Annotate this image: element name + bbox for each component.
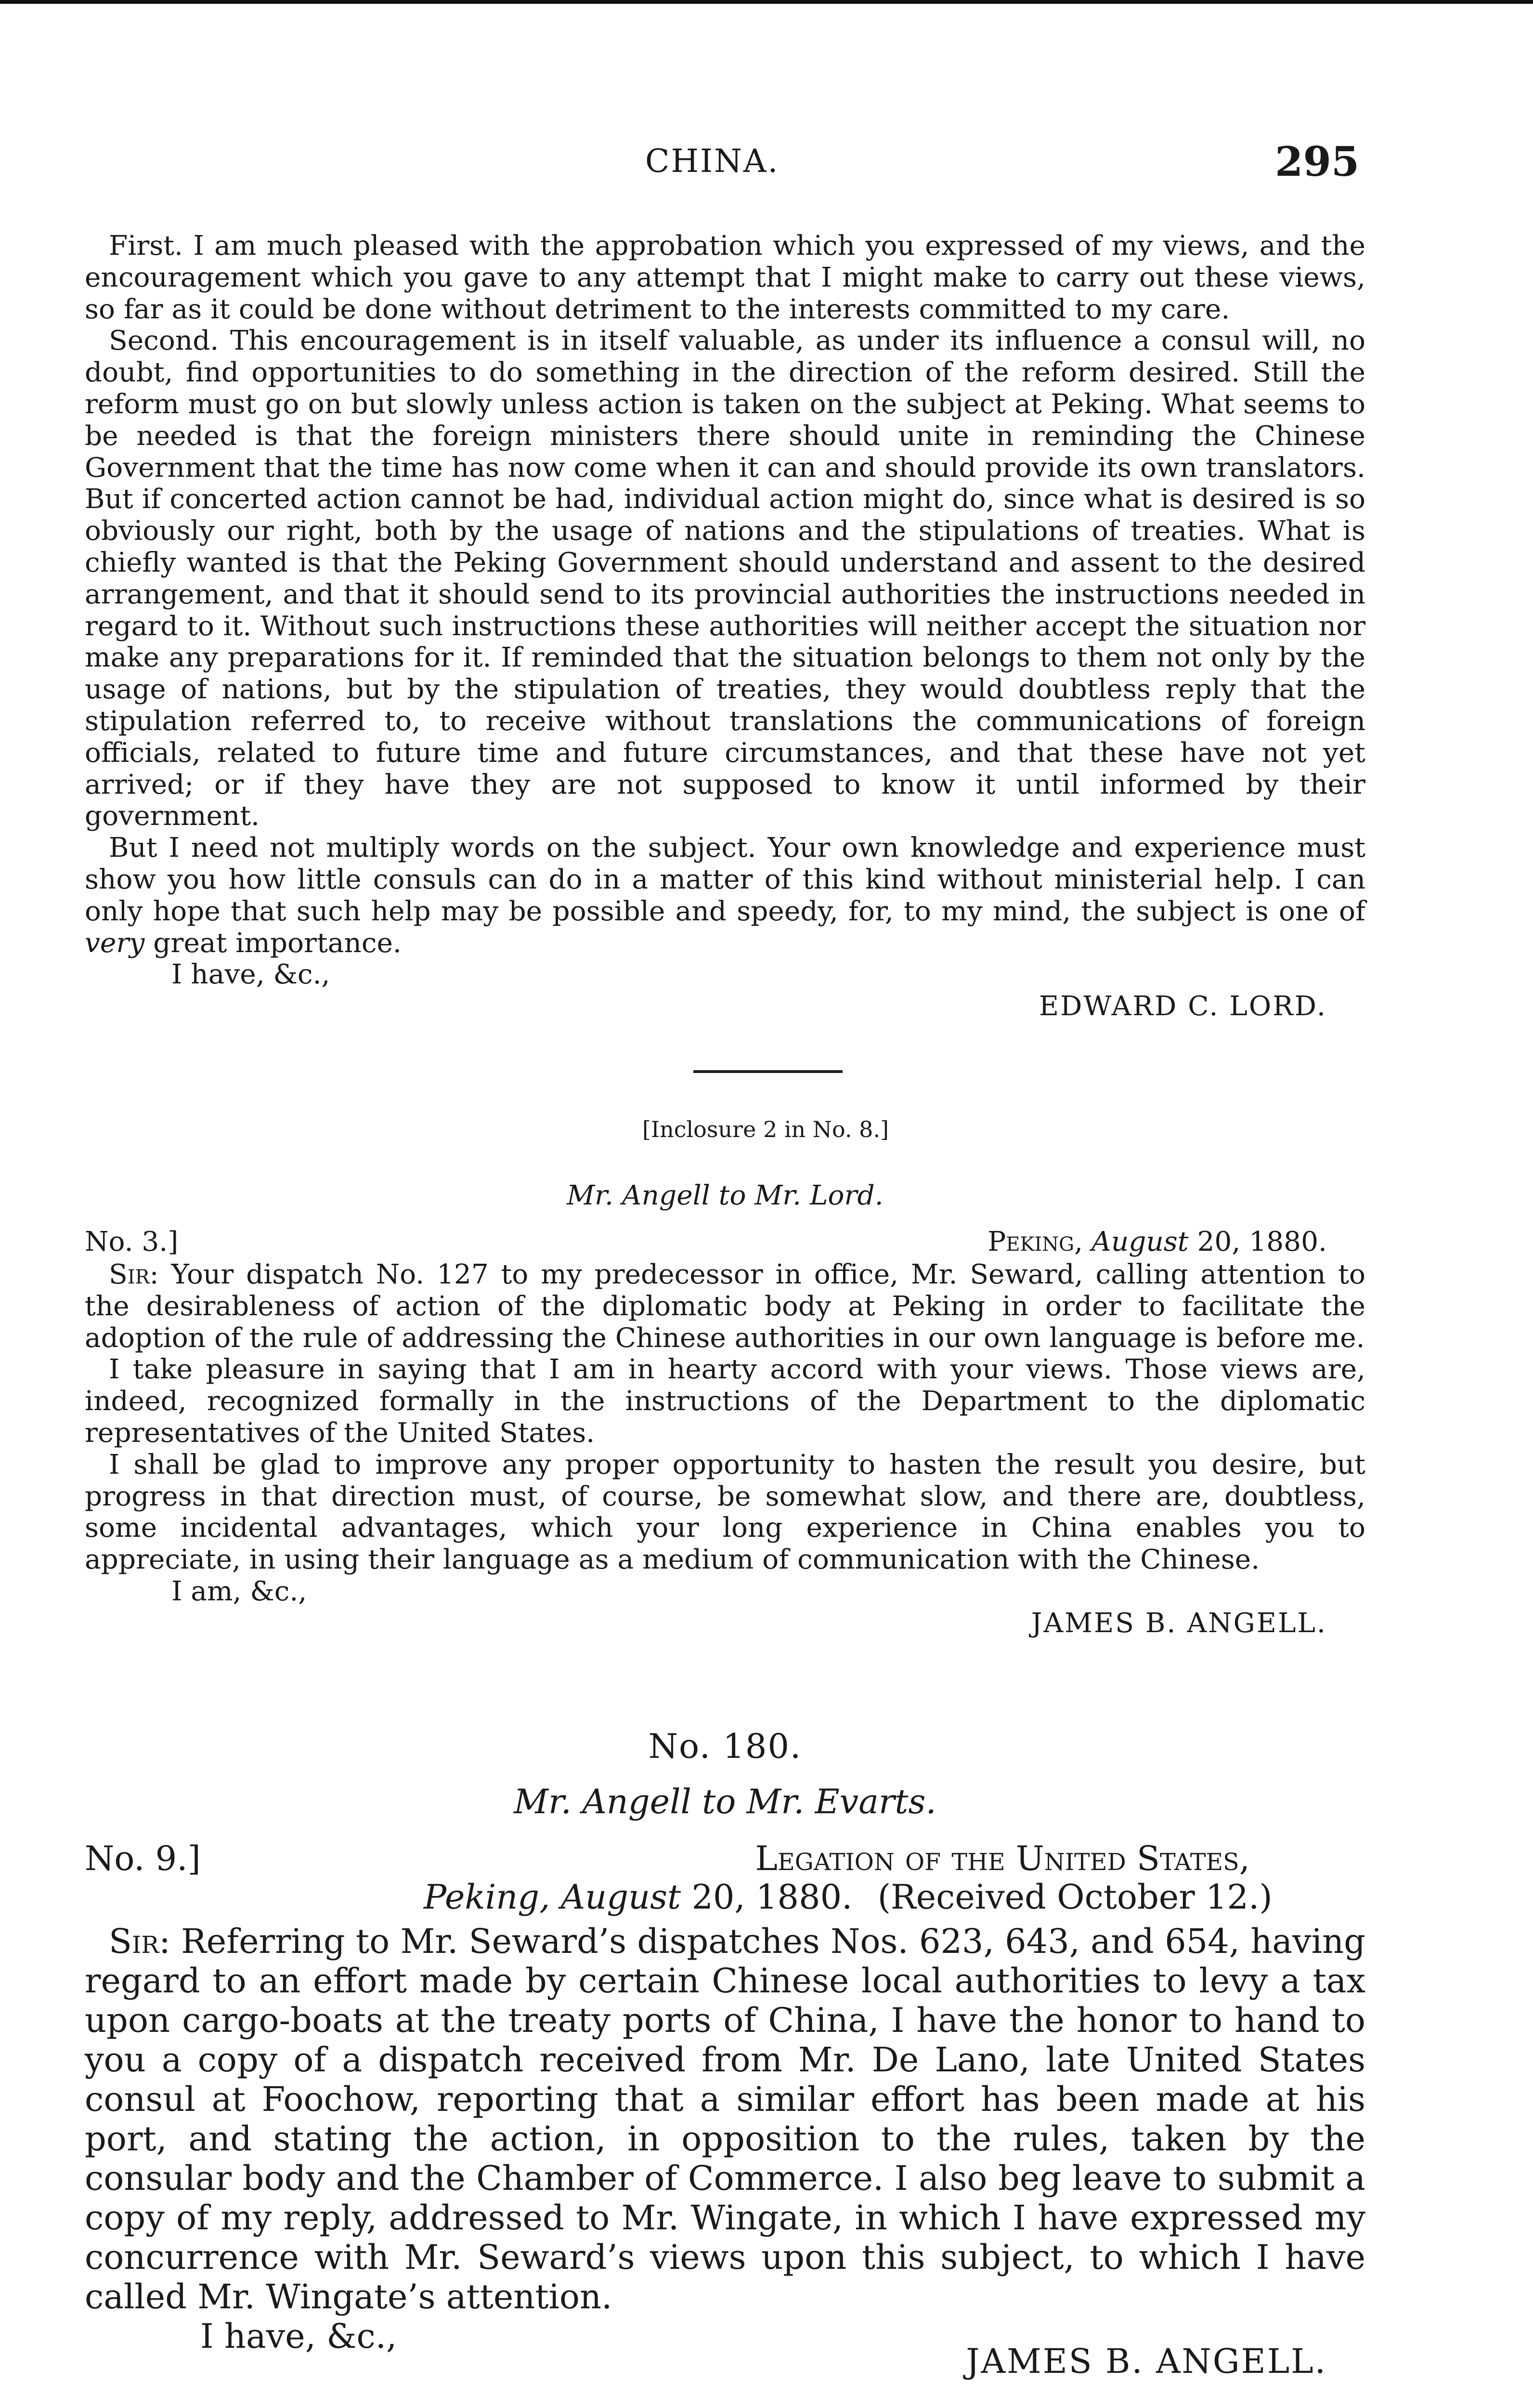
paragraph-third-text: But I need not multiply words on the subject. Your own knowledge and experience must show you how little consuls can do in a matter of this kind without ministerial help. I can only hope that such help may be possible and speedy, for, to my mind, the subject is one of [85, 832, 1365, 927]
no180-dateline [424, 1877, 1273, 1917]
received-note: (Received October 12.) [877, 1877, 1273, 1917]
paragraph-second: Second. This encouragement is in itself valuable, as under its influence a consul will, no doubt, find opportunities to do something in the direction of the reform desired. Still the reform must go on but slowly unless action is taken on the subject at Peking. What seems to be needed is that the foreign ministers there should unite in reminding the Chinese Government that the time has now come when it can and should provide its own translators. But if concerted action cannot be had, individual action might do, since what is desired is so obviously our right, both by the usage of nations and the stipulations of treaties. What is chiefly wanted is that the Peking Government should understand and assent to the desired arrangement, and that it should send to its provincial authorities the instructions needed in regard to it. Without such instructions these authorities will neither accept the situation nor make any preparations for it. If reminded that the situation belongs to them not only by the usage of nations, but by the stipulation of treaties, they would doubtless reply that the stipulation referred to, to receive without translations the communications of foreign officials, related to future time and future circumstances, and that these have not yet arrived; or if they have they are not supposed to know it until informed by their government. [85, 325, 1365, 832]
signature-no180: JAMES B. ANGELL. [966, 2342, 1327, 2381]
inclosure-title: Mr. Angell to Mr. Lord. [567, 1180, 883, 1211]
paragraph-third-end: great importance. [153, 927, 402, 959]
inclosure-paragraph-1 [85, 1259, 1365, 1354]
inclosure-paragraph-1-text: Your dispatch No. 127 to my predecessor in office, Mr. Seward, calling attention to the desirableness of action of the diplomatic body at Peking in order to facilitate the adoption of the rule of addressing the Chinese authorities in our own language is before me. [85, 1259, 1365, 1354]
running-head: CHINA. [645, 143, 779, 180]
inclosure-paragraph-2: I take pleasure in saying that I am in hearty accord with your views. Those views are, indeed, recognized formally in the instructions of the Department to the diplomatic representatives of the United States. [85, 1354, 1365, 1449]
document-number-heading: No. 180. [648, 1727, 802, 1766]
inclosure-dateline [85, 1226, 1327, 1258]
no180-paragraph [85, 1922, 1365, 2316]
no180-number-line [85, 1839, 1327, 1878]
legation-line: Legation of the United States, [755, 1839, 1250, 1878]
signature-inclosure: JAMES B. ANGELL. [1031, 1607, 1327, 1639]
inclosure-paragraph-3: I shall be glad to improve any proper opportunity to hasten the result you desire, but progress in that direction must, of course, be somewhat slow, and there are, doubtless, some incidental advantages, which your long experience in China enables you to appreciate, in using their language as a medium of communication with the Chinese. [85, 1449, 1365, 1576]
inclosure-label: [Inclosure 2 in No. 8.] [642, 1116, 889, 1142]
inclosure-body [85, 1259, 1365, 1639]
signature-lord: EDWARD C. LORD. [1039, 991, 1327, 1022]
inclosure-salutation: Sir: [109, 1259, 159, 1290]
closing-inclosure: I am, &c., [171, 1575, 307, 1607]
no180-body [85, 1922, 1365, 2381]
top-edge-rule [0, 0, 1533, 4]
no180-salutation: Sir: [109, 1922, 170, 1961]
section-divider [693, 1070, 843, 1073]
paragraph-first: First. I am much pleased with the approbation which you expressed of my views, and the encouragement which you gave to any attempt that I might make to carry out these views, so far as it could be done without detriment to the interests committed to my care. [85, 230, 1365, 325]
inclosure-date [987, 1226, 1327, 1258]
no180-place-date: Peking, August [424, 1877, 681, 1917]
emphasis-word: very [85, 927, 145, 959]
no180-title: Mr. Angell to Mr. Evarts. [514, 1782, 936, 1821]
lord-letter-body [85, 230, 1365, 1022]
inclosure-number: No. 3.] [85, 1226, 179, 1257]
page-number: 295 [1275, 138, 1360, 185]
closing-no180: I have, &c., [200, 2316, 397, 2356]
inclosure-place: Peking, [987, 1226, 1083, 1257]
paragraph-third [85, 832, 1365, 959]
no180-number: No. 9.] [85, 1839, 201, 1878]
inclosure-date-rest: 20, 1880. [1197, 1226, 1327, 1257]
no180-date-rest: 20, 1880. [691, 1877, 853, 1917]
closing-lord: I have, &c., [171, 959, 330, 991]
no180-paragraph-text: Referring to Mr. Seward’s dispatches Nos. 623, 643, and 654, having regard to an effort made by certain Chinese local authorities to levy a tax upon cargo-boats at the treaty ports of China, I have the honor to hand to you a copy of a dispatch received from Mr. De Lano, late United States consul at Foochow, reporting that a similar effort has been made at his port, and stating the action, in opposition to the rules, taken by the consular body and the Chamber of Commerce. I also beg leave to submit a copy of my reply, addressed to Mr. Wingate, in which I have expressed my concurrence with Mr. Seward’s views upon this subject, to which I have called Mr. Wingate’s attention. [85, 1922, 1365, 2316]
inclosure-month: August [1091, 1226, 1189, 1257]
